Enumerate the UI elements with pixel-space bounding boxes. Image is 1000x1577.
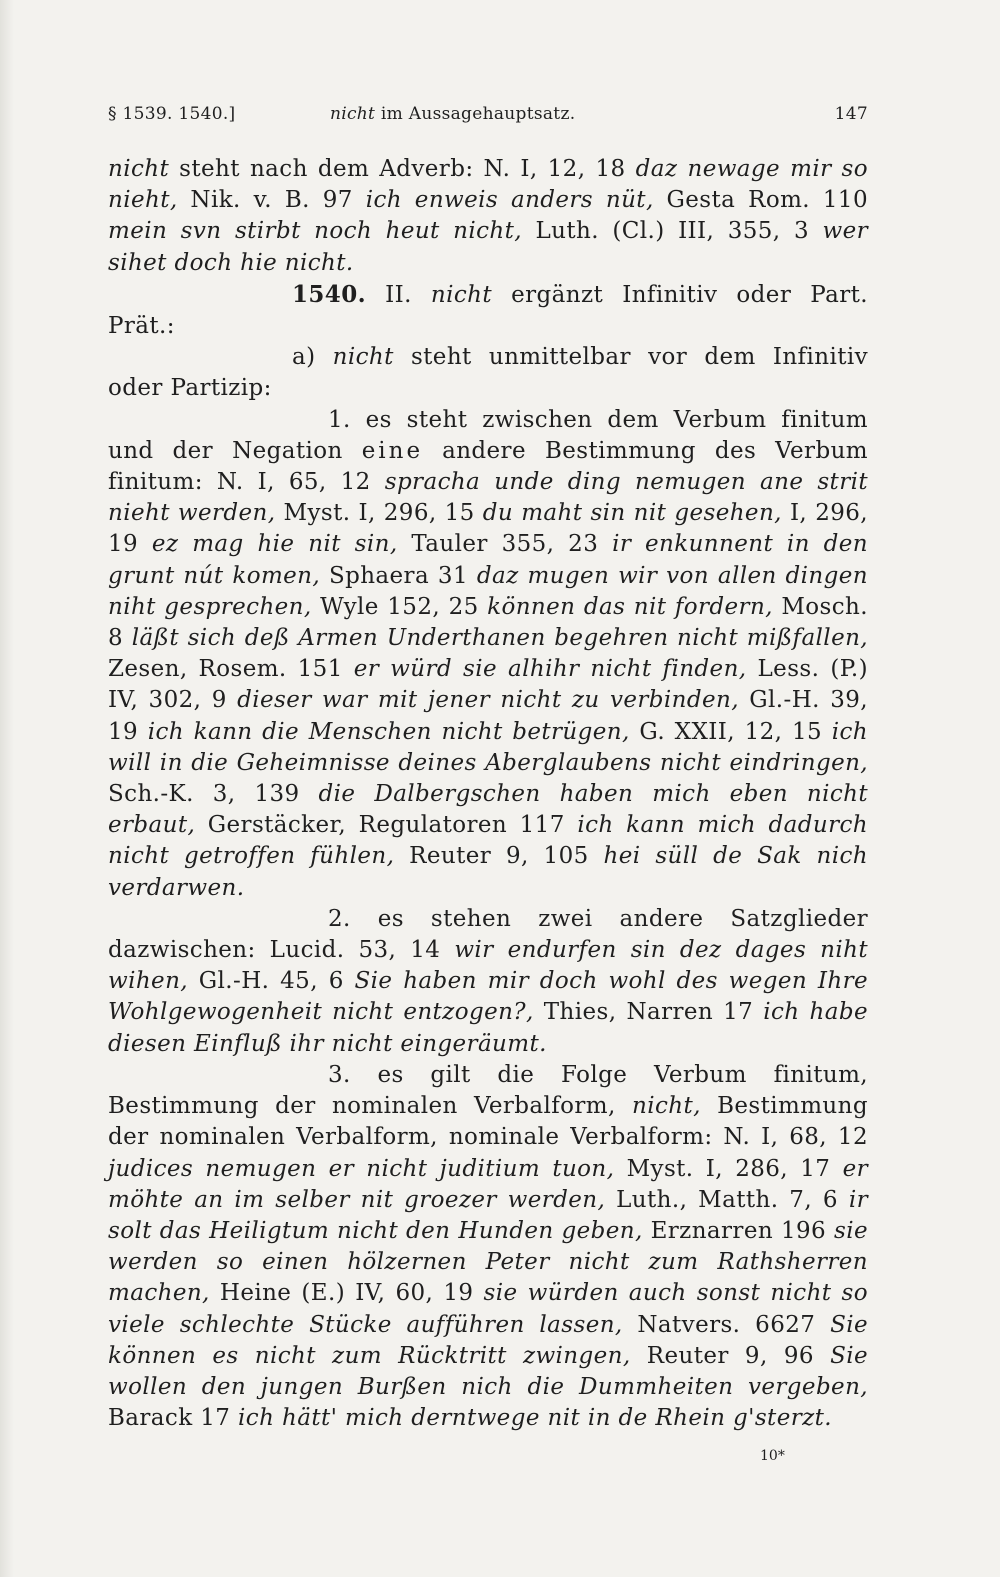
citation-quote: ich habe diesen Einfluß ihr nicht eingeräumt. [108, 999, 869, 1057]
citation-quote: nicht [108, 156, 170, 182]
citation-quote: wir endurfen sin dez dages niht wihen, [108, 937, 868, 995]
text-run: Mosch. 8 [108, 593, 868, 652]
book-page [108, 96, 868, 1576]
citation-quote: ich will in die Geheimnisse deines Aberglaubens nicht eindringen, [108, 718, 869, 776]
citation-quote: judices nemugen er nicht juditium tuon, [108, 1155, 615, 1182]
text-run: a) [292, 344, 333, 371]
citation-quote: ir enkunnent in den grunt nút komen, [108, 531, 868, 589]
page-fold-shadow [0, 0, 14, 1577]
text-run: Gl.-H. 39, 19 [108, 687, 868, 745]
text-run: 2. es stehen zwei andere Satzglieder dazwischen: Lucid. 53, 14 [108, 905, 868, 964]
text-run: Sch.-K. 3, 139 [108, 781, 319, 808]
text-run: steht nach dem Adverb: N. I, 12, 18 [169, 156, 636, 182]
citation-quote: sie werden so einen hölzernen Peter nicht zum Rathsherren machen, [108, 1217, 868, 1307]
citation-quote: läßt sich deß Armen Underthanen begehren nicht mißfallen, [131, 625, 869, 652]
text-run: Erznarren 196 [642, 1217, 835, 1244]
text-run: 3. es gilt die Folge Verbum finitum, Bestimmung der nominalen Verbalform, [108, 1061, 868, 1120]
text-run: steht unmittelbar vor dem Infinitiv oder Partizip: [108, 344, 868, 402]
section-reference: § 1539. 1540.] [108, 104, 236, 124]
citation-quote: ich kann mich dadurch nicht getroffen fühlen, [108, 812, 869, 870]
signature-mark: 10* [760, 1448, 785, 1464]
text-run: Natvers. 6627 [622, 1311, 831, 1338]
text-run: Gerstäcker, Regulatoren 117 [195, 812, 578, 839]
paragraph-3 [108, 405, 868, 904]
citation-quote: nicht [332, 344, 394, 371]
text-run: Wyle 152, 25 [311, 593, 488, 620]
text-run: Gl.-H. 45, 6 [188, 968, 355, 995]
text-run: G. XXII, 12, 15 [629, 718, 832, 745]
text-run: Sphaera 31 [320, 562, 477, 589]
citation-quote: er würd sie alhihr nicht finden, [353, 656, 747, 683]
text-run: Heine (E.) IV, 60, 19 [209, 1280, 484, 1307]
citation-quote: wer sihet doch hie nicht. [108, 218, 868, 276]
citation-quote: mein svn stirbt noch heut nicht, [108, 218, 522, 245]
citation-quote: ez mag hie nit sin, [151, 531, 398, 558]
section-keyword: nicht [430, 281, 493, 308]
text-run: Thies, Narren 17 [533, 999, 764, 1026]
citation-quote: können das nit fordern, [487, 593, 773, 620]
citation-quote: ich kann die Menschen nicht betrügen, [147, 718, 630, 745]
text-run: Bestimmung der nominalen Verbalform, nominale Verbalform: N. I, 68, 12 [108, 1093, 868, 1151]
text-run: andere Bestimmung des Verbum finitum: N. I, 65, 12 [108, 437, 868, 496]
citation-quote: dieser war mit jener nicht zu verbinden, [237, 687, 739, 714]
text-run: I, 296, 19 [108, 500, 869, 558]
page-number: 147 [834, 104, 868, 124]
paragraph-5 [108, 1060, 868, 1434]
running-title-italic: nicht [330, 104, 376, 124]
text-run: Myst. I, 296, 15 [275, 500, 483, 527]
text-run: 1. es steht zwischen dem Verbum finitum und der Negation [108, 406, 868, 464]
running-title-rest: im Aussagehauptsatz. [375, 104, 576, 124]
text-run: Myst. I, 286, 17 [614, 1155, 843, 1182]
text-run: eine [361, 437, 424, 464]
section-roman: II. [366, 281, 431, 308]
text-run: Nik. v. B. 97 [177, 187, 366, 214]
citation-quote: ich hätt' mich derntwege nit in de Rhein g'sterzt. [238, 1405, 832, 1432]
running-title [330, 104, 575, 124]
citation-quote: daz newage mir so nieht, [108, 156, 868, 214]
citation-quote: Sie können es nicht zum Rücktritt zwingen, [108, 1311, 868, 1369]
citation-quote: die Dalbergschen haben mich eben nicht erbaut, [108, 781, 869, 839]
citation-quote: ich enweis anders nüt, [365, 187, 654, 214]
section-heading [108, 279, 868, 342]
paragraph-4 [108, 904, 868, 1060]
text-run: Barack 17 [108, 1405, 239, 1432]
paragraph-2 [108, 342, 868, 404]
text-run: Tauler 355, 23 [397, 531, 613, 558]
paragraph-1 [108, 154, 868, 279]
citation-quote: spracha unde ding nemugen ane strit nieht werden, [108, 469, 868, 527]
citation-quote: Sie wollen den jungen Burßen nich die Dummheiten vergeben, [108, 1342, 868, 1400]
section-number: 1540. [292, 280, 367, 308]
text-run: Gesta Rom. 110 [653, 187, 868, 214]
text-run: Reuter 9, 96 [630, 1342, 831, 1369]
text-run: Luth. (Cl.) III, 355, 3 [521, 218, 823, 245]
citation-quote: du maht sin nit gesehen, [482, 500, 782, 527]
section-title-rest: ergänzt Infinitiv oder Part. Prät.: [108, 281, 869, 340]
citation-quote: Sie haben mir doch wohl des wegen Ihre Wohlgewogenheit nicht entzogen?, [108, 968, 868, 1026]
text-run: Luth., Matth. 7, 6 [605, 1186, 849, 1213]
text-run: Reuter 9, 105 [394, 843, 604, 870]
text-run: Less. (P.) IV, 302, 9 [108, 656, 868, 714]
citation-quote: er möhte an im selber nit groezer werden, [108, 1155, 868, 1213]
citation-quote: daz mugen wir von allen dingen niht gesprechen, [108, 562, 868, 620]
text-run: Zesen, Rosem. 151 [108, 656, 354, 683]
citation-quote: ir solt das Heiligtum nicht den Hunden geben, [108, 1186, 868, 1244]
citation-quote: hei süll de Sak nich verdarwen. [108, 843, 868, 901]
running-header [108, 104, 868, 134]
body-text [108, 154, 868, 1434]
citation-quote: sie würden auch sonst nicht so viele schlechte Stücke aufführen lassen, [108, 1280, 868, 1338]
citation-quote: nicht, [632, 1093, 701, 1120]
